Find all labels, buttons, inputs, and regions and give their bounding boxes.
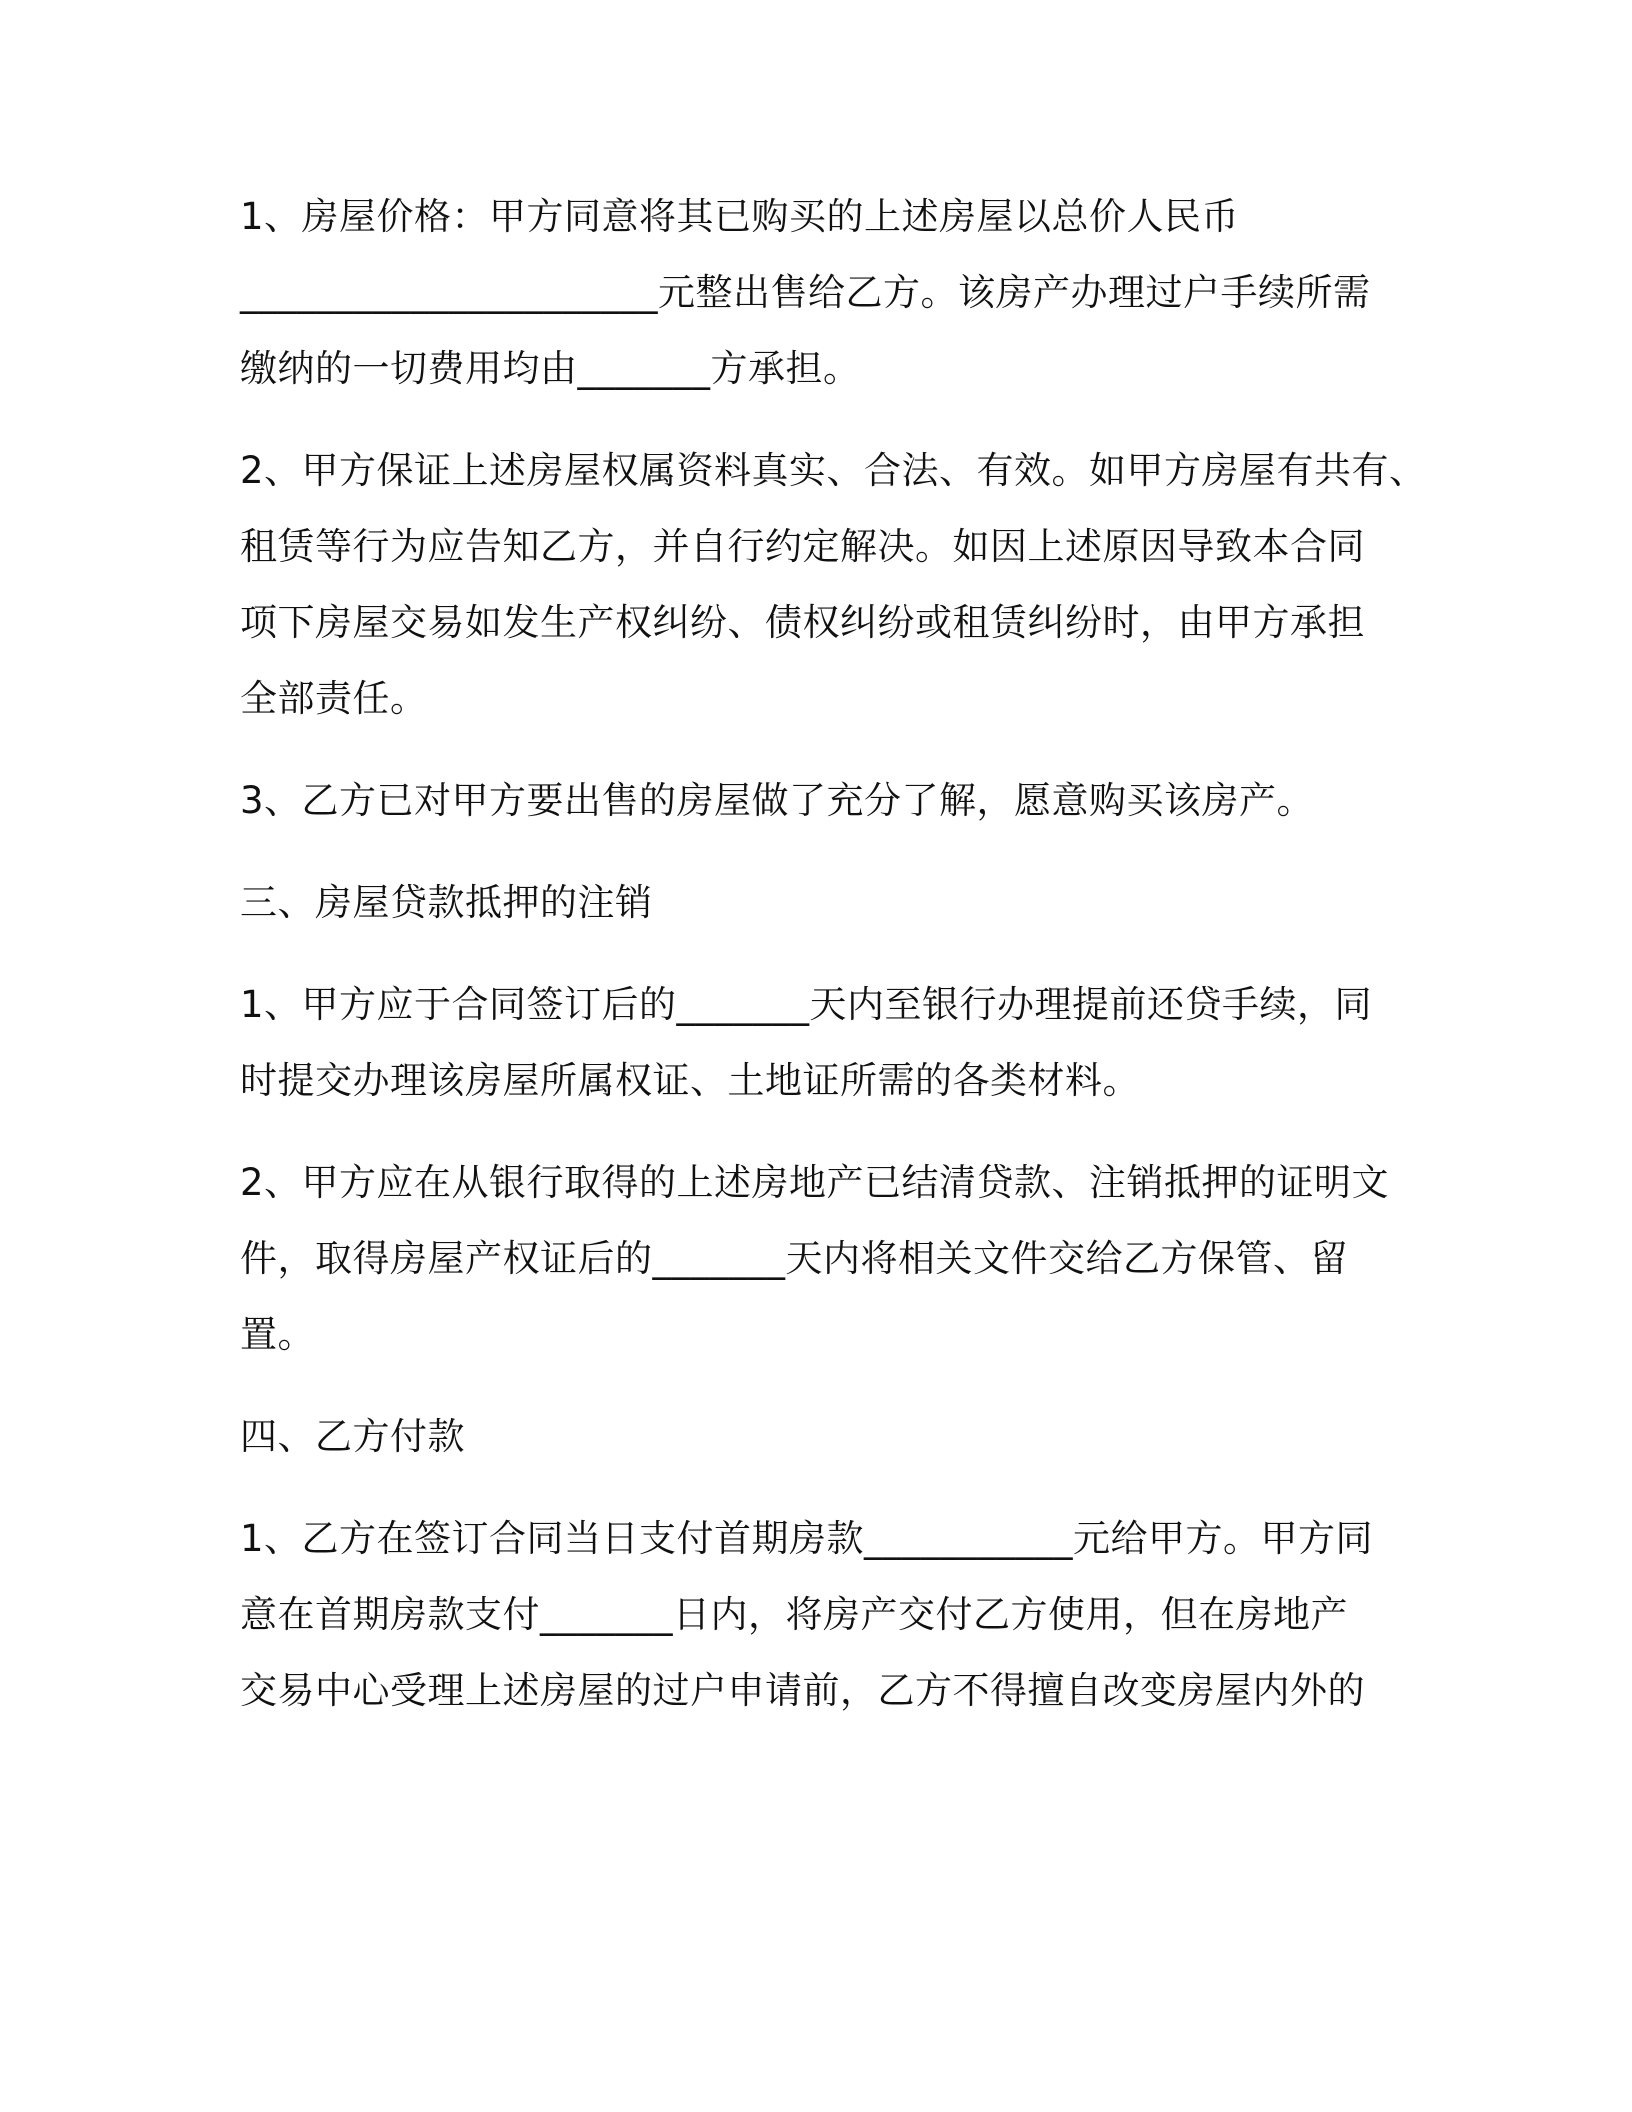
clause-2-1-line-2: ______________________元整出售给乙方。该房产办理过户手续所需 xyxy=(240,271,1371,314)
clause-2-2-line-3: 项下房屋交易如发生产权纠纷、债权纠纷或租赁纠纷时，由甲方承担 xyxy=(240,601,1365,644)
clause-3-2-line-3: 置。 xyxy=(240,1313,315,1356)
section-heading-3: 三、房屋贷款抵押的注销 xyxy=(240,881,653,924)
clause-2-1-line-3: 缴纳的一切费用均由_______方承担。 xyxy=(240,347,861,390)
clause-4-1-line-2: 意在首期房款支付_______日内，将房产交付乙方使用，但在房地产 xyxy=(240,1593,1348,1636)
section-heading-4: 四、乙方付款 xyxy=(240,1415,465,1458)
clause-3-1-line-1: 1、甲方应于合同签订后的_______天内至银行办理提前还贷手续，同 xyxy=(240,983,1373,1026)
clause-3-2-line-1: 2、甲方应在从银行取得的上述房地产已结清贷款、注销抵押的证明文 xyxy=(240,1161,1390,1204)
clause-4-1-line-3: 交易中心受理上述房屋的过户申请前，乙方不得擅自改变房屋内外的 xyxy=(240,1669,1365,1712)
clause-2-3-line-1: 3、乙方已对甲方要出售的房屋做了充分了解，愿意购买该房产。 xyxy=(240,779,1315,822)
clause-2-2-line-2: 租赁等行为应告知乙方，并自行约定解决。如因上述原因导致本合同 xyxy=(240,525,1365,568)
clause-3-2-line-2: 件，取得房屋产权证后的_______天内将相关文件交给乙方保管、留 xyxy=(240,1237,1348,1280)
clause-2-2-line-4: 全部责任。 xyxy=(240,677,428,720)
clause-4-1-line-1: 1、乙方在签订合同当日支付首期房款___________元给甲方。甲方同 xyxy=(240,1517,1374,1560)
clause-3-1-line-2: 时提交办理该房屋所属权证、土地证所需的各类材料。 xyxy=(240,1059,1140,1102)
clause-2-1-line-1: 1、房屋价格：甲方同意将其已购买的上述房屋以总价人民币 xyxy=(240,195,1240,238)
clause-2-2-line-1: 2、甲方保证上述房屋权属资料真实、合法、有效。如甲方房屋有共有、 xyxy=(240,449,1427,492)
